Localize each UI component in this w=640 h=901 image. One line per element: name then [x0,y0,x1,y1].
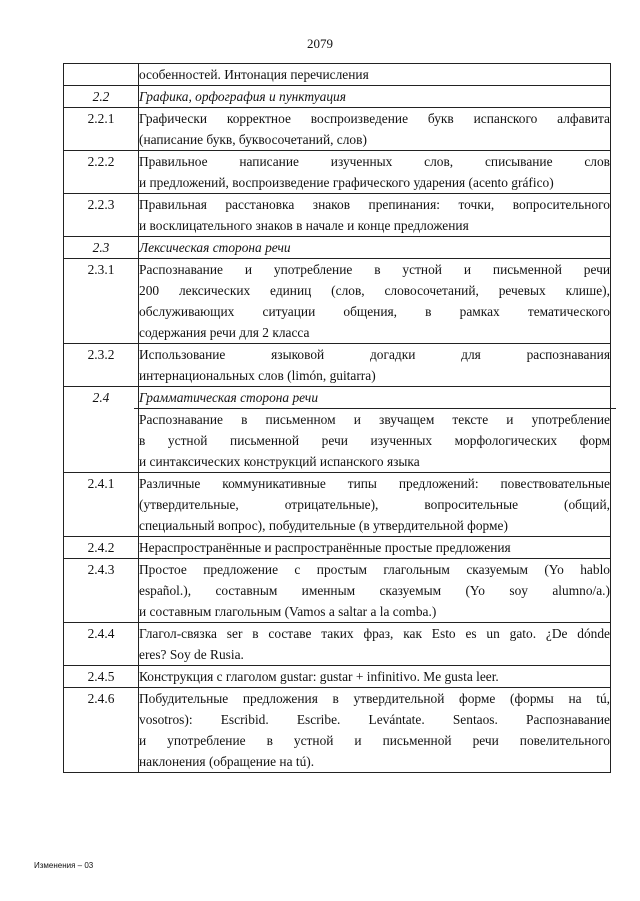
section-heading-text: Грамматическая сторона речи [139,390,319,405]
footer-revision: Изменения – 03 [34,861,94,870]
row-text-line: Глагол-связка ser в составе таких фраз, как Esto es un gato. ¿De dónde [139,626,610,641]
row-text-line: и синтаксических конструкций испанского языка [139,454,420,469]
row-text-line: наклонения (обращение на tú). [139,754,315,769]
section-heading-text: Графика, орфография и пунктуация [139,89,346,104]
row-number: 2.3.2 [64,344,139,387]
page-number: 2079 [307,36,333,51]
table-row [64,623,611,666]
row-number: 2.2.1 [64,108,139,151]
row-text-line: и составным глагольным (Vamos a saltar a la comba.) [139,604,437,619]
row-text [139,64,611,86]
section-heading-text: Лексическая сторона речи [139,240,291,255]
table-row [64,108,611,151]
row-text-line: vosotros): Escribid. Escribe. Levántate. Sentaos. Распознавание [139,712,610,727]
row-text-line: eres? Soy de Rusia. [139,647,244,662]
row-number: 2.2.2 [64,151,139,194]
section-heading-row [64,387,611,473]
row-text-line: Различные коммуникативные типы предложений: повествовательные [139,476,610,491]
row-text-line: Распознавание в письменном и звучащем тексте и употребление [139,412,610,427]
row-text-line: 200 лексических единиц (слов, словосочетаний, речевых клише), [139,283,610,298]
row-text [139,688,611,773]
row-number: 2.4.1 [64,473,139,537]
row-text-line: специальный вопрос), побудительные (в утвердительной форме) [139,518,508,533]
table-row [64,537,611,559]
row-number: 2.4.6 [64,688,139,773]
table-row [64,688,611,773]
row-text-line: Конструкция с глаголом gustar: gustar + infinitivo. Me gusta leer. [139,669,499,684]
row-text [139,344,611,387]
row-text-line: Нераспространённые и распространённые простые предложения [139,540,511,555]
row-text-line: особенностей. Интонация перечисления [139,67,369,82]
section-heading-row [64,237,611,259]
row-number [64,64,139,86]
section-heading-row [64,86,611,108]
row-text-line: в устной письменной речи изученных морфологических форм [139,433,610,448]
table-row [64,344,611,387]
row-number: 2.3.1 [64,259,139,344]
row-text [139,473,611,537]
row-text-line: Использование языковой догадки для распознавания [139,347,610,362]
row-text-line: содержания речи для 2 класса [139,325,310,340]
section-number: 2.3 [64,237,139,259]
section-number: 2.2 [64,86,139,108]
row-text-line: и восклицательного знаков в начале и конце предложения [139,218,469,233]
row-text-line: и употребление в устной и письменной речи повелительного [139,733,610,748]
section-heading [139,86,611,108]
row-text-line: интернациональных слов (limón, guitarra) [139,368,376,383]
table-row [64,259,611,344]
row-text [139,623,611,666]
row-text-line: Простое предложение с простым глагольным сказуемым (Yo hablo [139,562,610,577]
row-text-line: Графически корректное воспроизведение букв испанского алфавита [139,111,610,126]
table-row [64,473,611,537]
table-row [64,194,611,237]
row-number: 2.2.3 [64,194,139,237]
row-text-line: Правильная расстановка знаков препинания: точки, вопросительного [139,197,610,212]
row-number: 2.4.2 [64,537,139,559]
row-text [139,108,611,151]
table-row [64,64,611,86]
table-row [64,151,611,194]
section-heading [139,387,611,473]
row-text-line: (написание букв, буквосочетаний, слов) [139,132,367,147]
row-text [139,559,611,623]
row-text-line: Побудительные предложения в утвердительной форме (формы на tú, [139,691,610,706]
row-text-line: обслуживающих ситуации общения, в рамках тематического [139,304,610,319]
row-number: 2.4.4 [64,623,139,666]
row-text [139,194,611,237]
row-text-line: Правильное написание изученных слов, списывание слов [139,154,610,169]
row-text [139,151,611,194]
table-row [64,666,611,688]
row-text-line: español.), составным именным сказуемым (Yo soy alumno/a.) [139,583,610,598]
row-text [139,537,611,559]
row-text-line: и предложений, воспроизведение графического ударения (acento gráfico) [139,175,554,190]
section-heading [139,237,611,259]
section-number: 2.4 [64,387,139,473]
row-text [139,666,611,688]
row-number: 2.4.5 [64,666,139,688]
row-text [139,259,611,344]
row-text-line: (утвердительные, отрицательные), вопросительные (общий, [139,497,610,512]
curriculum-table [63,63,611,773]
row-number: 2.4.3 [64,559,139,623]
table-row [64,559,611,623]
row-text-line: Распознавание и употребление в устной и письменной речи [139,262,610,277]
